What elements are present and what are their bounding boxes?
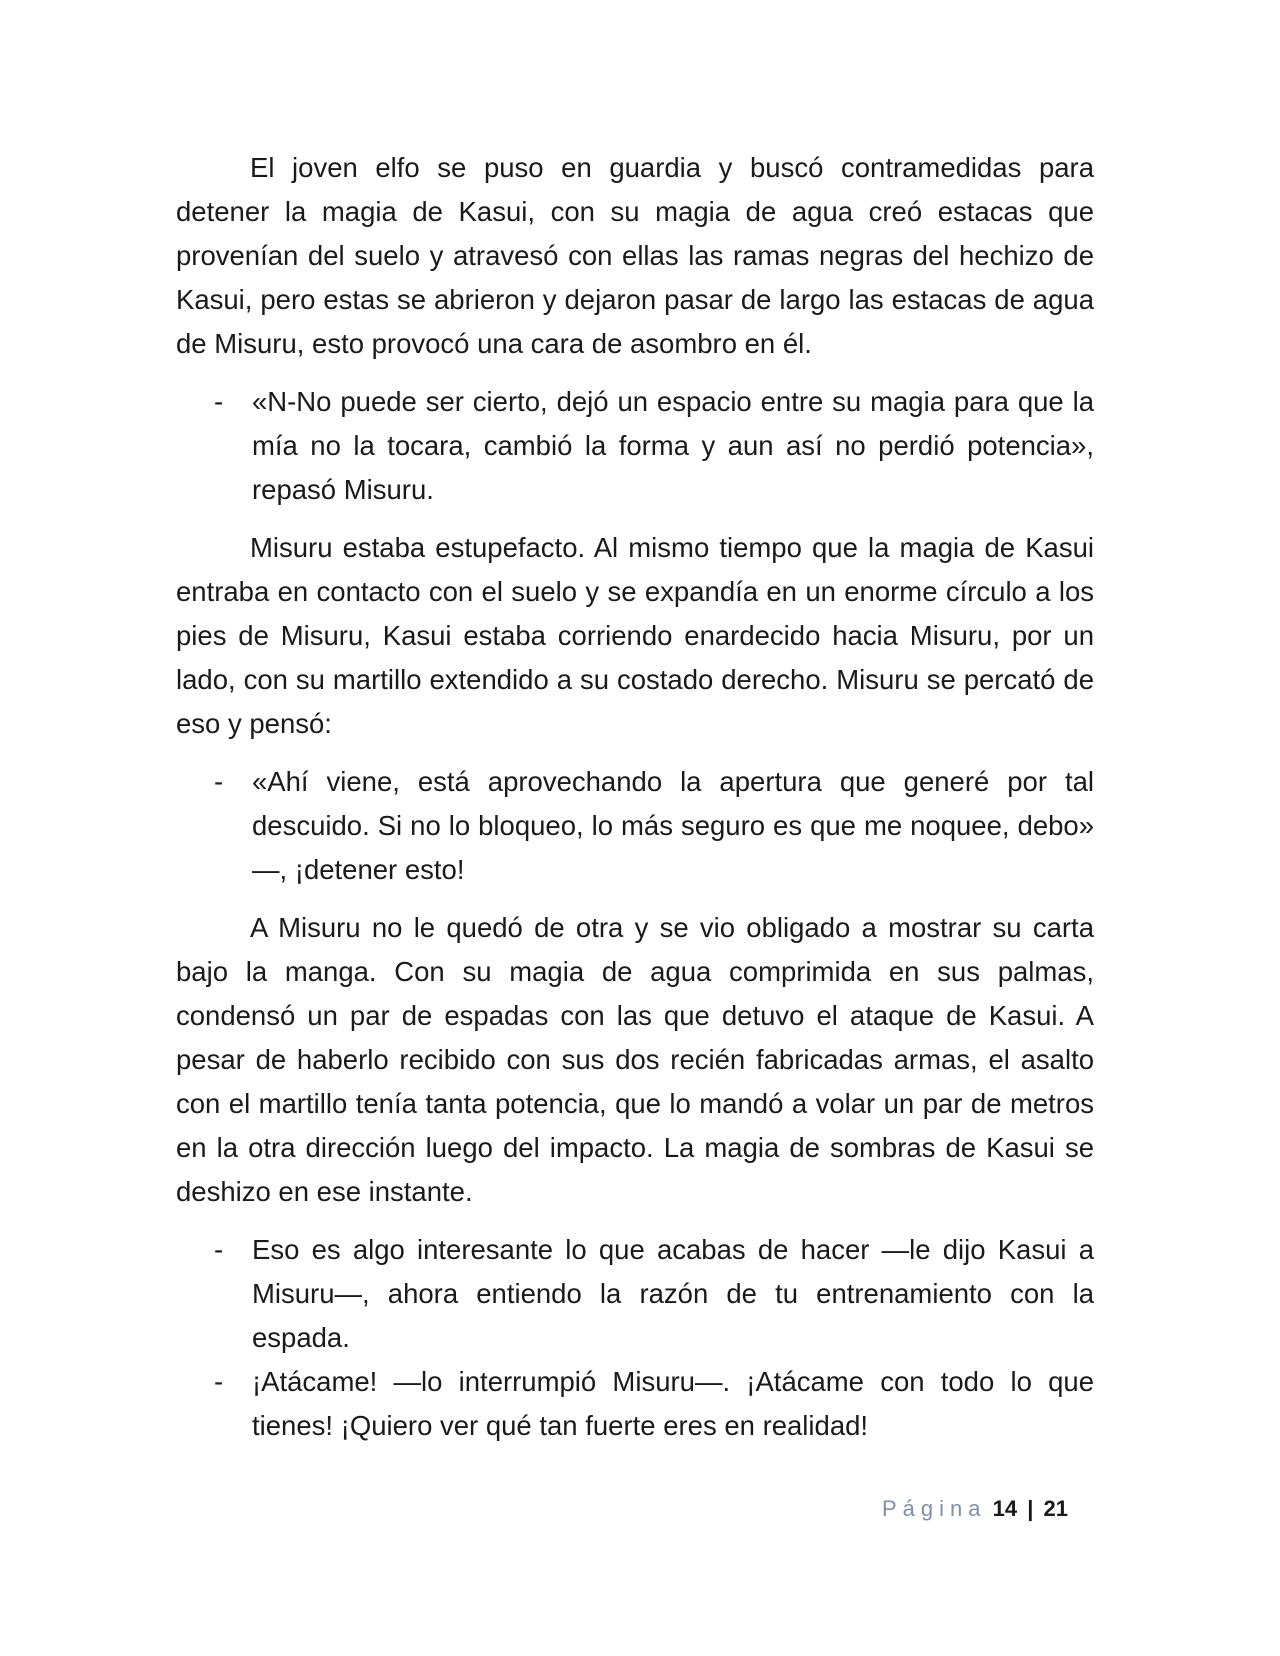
page-footer <box>882 1494 1068 1524</box>
current-page-number: 14 <box>992 1496 1018 1521</box>
page-separator: | <box>1027 1496 1034 1521</box>
paragraph-3: A Misuru no le quedó de otra y se vio obligado a mostrar su carta bajo la manga. Con su magia de agua comprimida en sus palmas, condensó un par de espadas con las que detuvo el ataque de Kasui. A pesar de haberlo recibido con sus dos recién fabricadas armas, el asalto con el martillo tenía tanta potencia, que lo mandó a volar un par de metros en la otra dirección luego del impacto. La magia de sombras de Kasui se deshizo en ese instante. <box>176 912 1094 1207</box>
dialogue-2 <box>176 760 1094 892</box>
dialogue-text: ¡Atácame! —lo interrumpió Misuru—. ¡Atácame con todo lo que tienes! ¡Quiero ver qué tan fuerte eres en realidad! <box>252 1366 1094 1441</box>
paragraph-2: Misuru estaba estupefacto. Al mismo tiempo que la magia de Kasui entraba en contacto con el suelo y se expandía en un enorme círculo a los pies de Misuru, Kasui estaba corriendo enardecido hacia Misuru, por un lado, con su martillo extendido a su costado derecho. Misuru se percató de eso y pensó: <box>176 532 1094 739</box>
dialogue-4 <box>176 1360 1094 1448</box>
dialogue-text: «N-No puede ser cierto, dejó un espacio entre su magia para que la mía no la tocara, cambió la forma y aun así no perdió potencia», repasó Misuru. <box>252 386 1094 505</box>
dialogue-dash: - <box>214 1234 224 1265</box>
paragraph-1: El joven elfo se puso en guardia y buscó contramedidas para detener la magia de Kasui, con su magia de agua creó estacas que provenían del suelo y atravesó con ellas las ramas negras del hechizo de Kasui, pero estas se abrieron y dejaron pasar de largo las estacas de agua de Misuru, esto provocó una cara de asombro en él. <box>176 152 1094 359</box>
dialogue-1 <box>176 380 1094 512</box>
dialogue-text: «Ahí viene, está aprovechando la apertura que generé por tal descuido. Si no lo bloqueo, lo más seguro es que me noquee, debo» —, ¡detener esto! <box>252 766 1094 885</box>
page-label: Página <box>882 1496 987 1521</box>
dialogue-dash: - <box>214 1366 224 1397</box>
body-text <box>176 146 1094 1448</box>
total-pages: 21 <box>1043 1496 1069 1521</box>
dialogue-3 <box>176 1228 1094 1360</box>
dialogue-text: Eso es algo interesante lo que acabas de hacer —le dijo Kasui a Misuru—, ahora entiendo la razón de tu entrenamiento con la espada. <box>252 1234 1094 1353</box>
dialogue-dash: - <box>214 766 224 797</box>
dialogue-dash: - <box>214 386 224 417</box>
